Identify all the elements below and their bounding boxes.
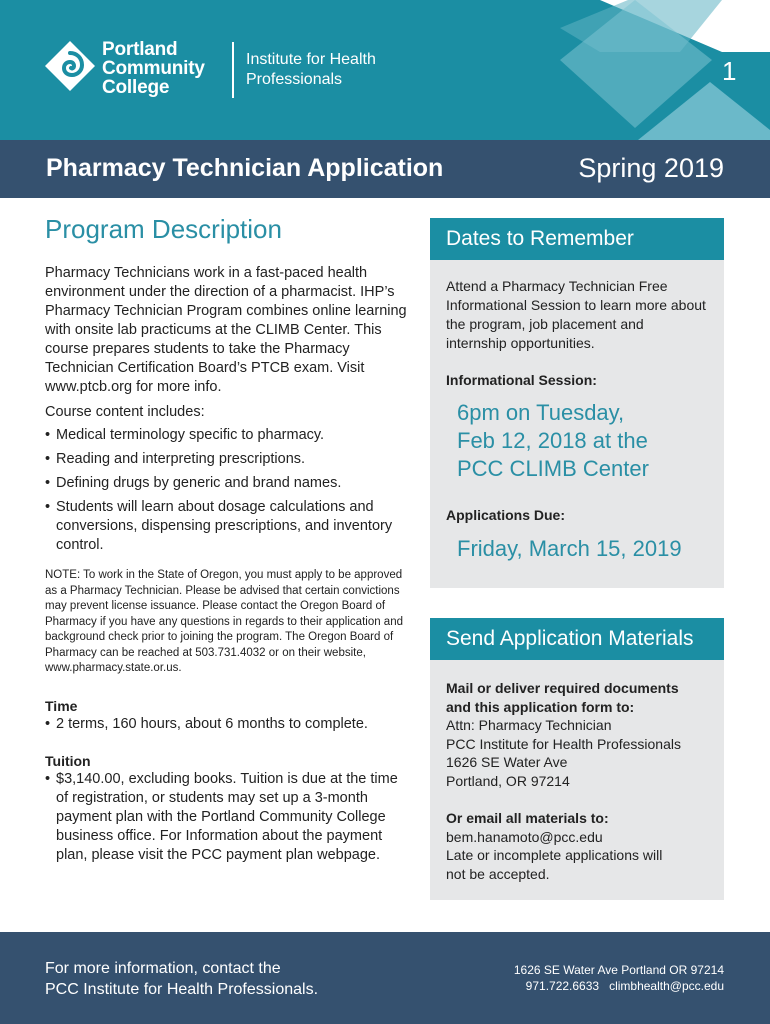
send-materials-box [430,618,724,900]
footer-line-1: For more information, contact the [45,960,281,977]
email-label: Or email all materials to: [446,810,609,826]
tuition-heading: Tuition [45,752,91,769]
late-notice-line-2: not be accepted. [446,865,550,882]
time-heading: Time [45,697,78,714]
footer-contact-text [45,958,318,1000]
mailing-address [446,716,708,790]
logo-wordmark [102,40,205,97]
white-corner-block [722,0,770,52]
header-banner [0,0,770,140]
address-line: PCC Institute for Health Professionals [446,735,681,752]
course-intro: Course content includes: [45,404,205,420]
institute-name [246,50,376,90]
footer-address: 1626 SE Water Ave Portland OR 97214 [513,963,724,977]
page-title: Pharmacy Technician Application [46,154,444,182]
due-label: Applications Due: [446,507,566,523]
list-item: • Defining drugs by generic and brand names. [45,474,413,493]
term-label: Spring 2019 [578,153,724,183]
list-item: • Reading and interpreting prescriptions. [45,450,413,469]
session-details [446,399,708,483]
footer [0,932,770,1024]
list-item: • 2 terms, 160 hours, about 6 months to complete. [45,715,413,734]
due-date: Friday, March 15, 2019 [457,536,682,561]
mail-instructions [446,679,708,716]
pcc-logo-icon [44,40,96,92]
licensing-note: NOTE: To work in the State of Oregon, you must apply to be approved as a Pharmacy Technician. Please be advised that certain convictions may prevent license issuance. Please contact the Oregon Board of Pharmacy if you have any questions in regards to their application and background check prior to joining the program. The Oregon Board of Pharmacy can be reached at 503.731.4032 or on their website, www.pharmacy.state.or.us. [45,569,403,674]
mail-line-1: Mail or deliver required documents [446,680,679,696]
address-line: Portland, OR 97214 [446,772,570,789]
title-bar [0,140,770,198]
course-list [45,426,413,555]
logo-divider [232,42,234,98]
send-heading: Send Application Materials [430,618,724,660]
logo-line-college: College [102,77,170,98]
list-item: • Medical terminology specific to pharmacy. [45,426,413,445]
address-line: 1626 SE Water Ave [446,754,568,770]
session-line-1: 6pm on Tuesday, [457,400,625,425]
address-line: Attn: Pharmacy Technician [446,717,612,733]
late-notice-line-1: Late or incomplete applications will [446,847,663,863]
session-line-3: PCC CLIMB Center [457,456,649,481]
list-item: • Students will learn about dosage calculations and conversions, dispensing prescriptions, and inventory control. [45,498,413,555]
footer-phone-email: 971.722.6633 climbhealth@pcc.edu [525,978,724,993]
footer-address-block [514,963,724,994]
program-column [45,214,413,870]
tuition-list [45,770,413,865]
institute-line-1: Institute for Health [246,51,376,68]
mail-line-2: and this application form to: [446,698,635,715]
dates-box [430,218,724,588]
session-label: Informational Session: [446,372,597,388]
logo-line-portland: Portland [102,39,178,60]
program-description: Pharmacy Technicians work in a fast-paced health environment under the direction of a pharmacist. IHP’s Pharmacy Technician Program combines online learning with onsite lab practicums at the CLIMB Center. This course prepares students to take the Pharmacy Technician Certification Board’s PTCB exam. Visit www.ptcb.org for more info. [45,265,407,395]
email-address: bem.hanamoto@pcc.edu [446,828,603,845]
footer-line-2: PCC Institute for Health Professionals. [45,981,319,998]
logo-line-community: Community [102,58,205,79]
list-item: • $3,140.00, excluding books. Tuition is due at the time of registration, or students may set up a 3-month payment plan with the Portland Community College business office. For Information about the payment plan, please visit the PCC payment plan webpage. [45,770,413,865]
page-number: 1 [722,56,737,86]
program-heading: Program Description [45,214,282,244]
session-line-2: Feb 12, 2018 at the [457,428,648,453]
time-list [45,715,413,734]
institute-line-2: Professionals [246,71,343,88]
session-intro: Attend a Pharmacy Technician Free Informational Session to learn more about the program, job placement and internship opportunities. [446,278,706,351]
dates-heading: Dates to Remember [430,218,724,260]
